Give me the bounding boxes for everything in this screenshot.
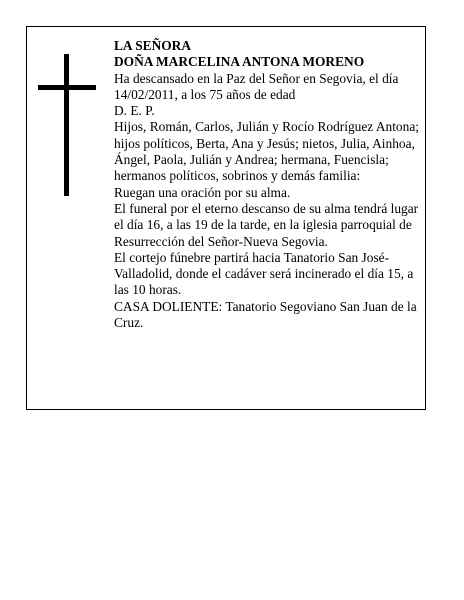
prayer-request: Ruegan una oración por su alma.: [114, 184, 291, 200]
mourning-house: CASA DOLIENTE: Tanatorio Segoviano San Juan de la Cruz.: [114, 298, 417, 331]
rip-abbreviation: D. E. P.: [114, 103, 155, 119]
death-statement: Ha descansado en la Paz del Señor en Segovia, el día 14/02/2011, a los 75 años de edad: [114, 70, 399, 102]
obituary-text: [114, 38, 422, 331]
deceased-name: DOÑA MARCELINA ANTONA MORENO: [114, 54, 365, 70]
funeral-info: El funeral por el eterno descanso de su alma tendrá lugar el día 16, a las 19 de la tarde, en la iglesia parroquial de Resurrección del Señor-Nueva Segovia.: [114, 200, 419, 249]
honorific-title: LA SEÑORA: [114, 38, 192, 53]
family-list: Hijos, Román, Carlos, Julián y Rocío Rodríguez Antona; hijos políticos, Berta, Ana y Jesús; nietos, Julia, Ainhoa, Ángel, Paola, Julián y Andrea; hermana, Fuencisla; hermanos políticos, sobrinos y demás familia:: [114, 119, 419, 184]
cortege-info: El cortejo fúnebre partirá hacia Tanatorio San José-Valladolid, donde el cadáver será incinerado el día 15, a las 10 horas.: [114, 249, 414, 298]
cross-horizontal-bar: [38, 85, 96, 90]
cross-vertical-bar: [64, 54, 69, 196]
